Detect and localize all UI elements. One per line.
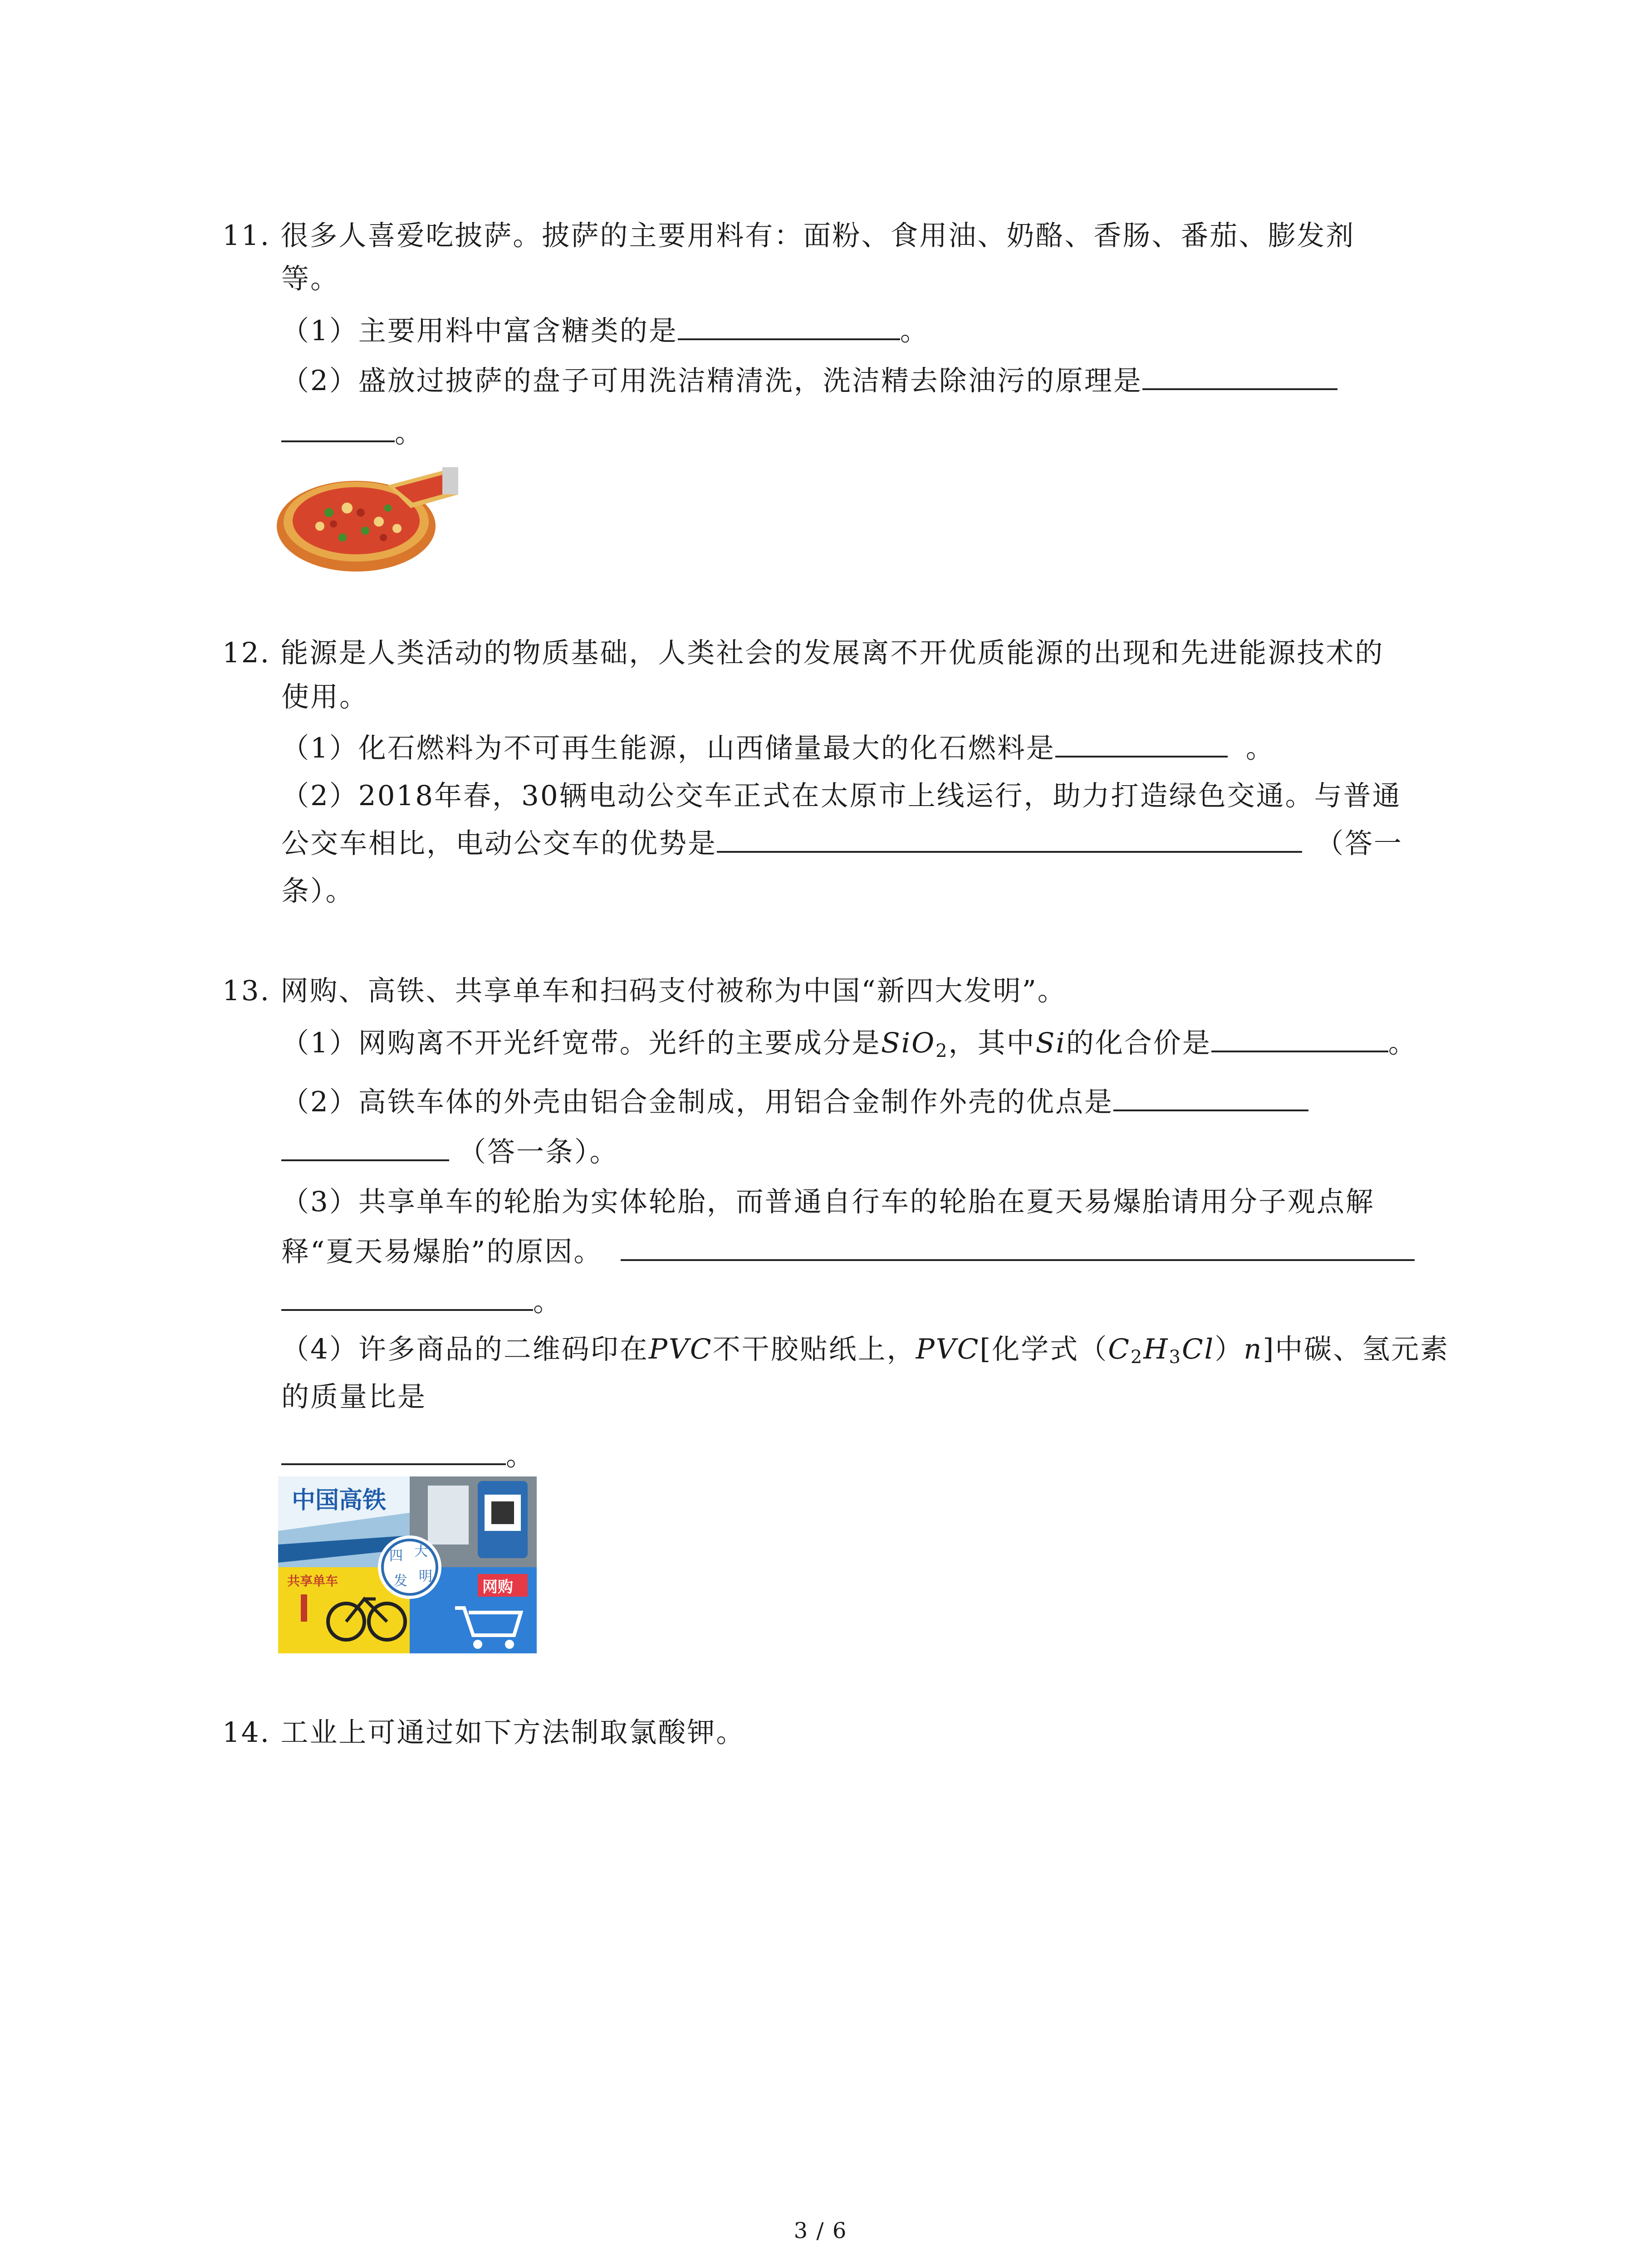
- q13-part2: （2）高铁车体的外壳由铝合金制成，用铝合金制作外壳的优点是: [281, 1080, 1308, 1125]
- page-number: 3 / 6: [794, 2218, 847, 2244]
- q13-blank1[interactable]: [1211, 1022, 1388, 1052]
- q13-blank3b[interactable]: [281, 1281, 533, 1311]
- q11-blank2b[interactable]: [281, 412, 395, 442]
- image-label-shared-bike: 共享单车: [287, 1574, 338, 1589]
- q12-part2-line3: 条）。: [281, 875, 355, 907]
- q13-part3-line2: 释“夏天易爆胎”的原因。: [281, 1229, 1415, 1275]
- image-char-4: 明: [419, 1569, 432, 1584]
- image-char-3: 发: [394, 1573, 407, 1589]
- q13-blank3a[interactable]: [621, 1231, 1415, 1261]
- q13-blank4[interactable]: [281, 1435, 506, 1465]
- pizza-photo: [274, 458, 460, 576]
- q13-part4-line1: （4）许多商品的二维码印在PVC不干胶贴纸上，PVC[化学式$(C_2H_3Cl)n$]中碳、氢元素: [281, 1333, 1450, 1368]
- q13-blank2b[interactable]: [281, 1131, 449, 1161]
- q11-stem-line1: 11. 很多人喜爱吃披萨。披萨的主要用料有：面粉、食用油、奶酪、香肠、番茄、膨发剂: [222, 220, 1355, 252]
- q11-part2: （2）盛放过披萨的盘子可用洗洁精清洗，洗洁精去除油污的原理是: [281, 358, 1337, 404]
- q13-part3-line3: 。: [281, 1279, 562, 1325]
- q13-part1: （1）网购离不开光纤宽带。光纤的主要成分是SiO$_2$，其中Si的化合价是 。: [281, 1021, 1417, 1074]
- q14-stem: 14. 工业上可通过如下方法制取氯酸钾。: [222, 1716, 745, 1749]
- image-char-2: 大: [414, 1544, 428, 1559]
- q13-part3-line1: （3）共享单车的轮胎为实体轮胎，而普通自行车的轮胎在夏天易爆胎请用分子观点解: [281, 1186, 1375, 1218]
- q12-stem-line2: 使用。: [281, 681, 369, 713]
- image-label-highspeed-rail: 中国高铁: [292, 1487, 387, 1514]
- q11-stem-line2: 等。: [281, 263, 340, 295]
- q12-blank2[interactable]: [717, 823, 1302, 853]
- q12-part1: （1）化石燃料为不可再生能源，山西储量最大的化石燃料是 。: [281, 726, 1275, 771]
- q13-blank2a[interactable]: [1113, 1081, 1308, 1111]
- four-inventions-image: [278, 1476, 537, 1653]
- q12-stem-line1: 12. 能源是人类活动的物质基础，人类社会的发展离不开优质能源的出现和先进能源技术的: [222, 637, 1384, 669]
- q12-part2-line1: （2）2018年春，30辆电动公交车正式在太原市上线运行，助力打造绿色交通。与普通: [281, 780, 1401, 812]
- q13-part2-cont: （答一条）。: [281, 1129, 619, 1175]
- image-label-online-shopping: 网购: [482, 1578, 513, 1596]
- q11-part2-cont: 。: [281, 411, 424, 456]
- q13-part4-line3: 。: [281, 1433, 535, 1479]
- q12-blank1[interactable]: [1055, 728, 1228, 758]
- q11-blank1[interactable]: [678, 310, 900, 340]
- q12-part2-line2: 公交车相比，电动公交车的优势是 （答一: [281, 821, 1403, 866]
- q11-part1: （1）主要用料中富含糖类的是 。: [281, 308, 929, 354]
- q13-stem: 13. 网购、高铁、共享单车和扫码支付被称为中国“新四大发明”。: [222, 975, 1067, 1007]
- q13-part4-line2: 的质量比是: [281, 1381, 427, 1413]
- q11-blank2a[interactable]: [1142, 360, 1337, 390]
- image-char-1: 四: [389, 1548, 403, 1564]
